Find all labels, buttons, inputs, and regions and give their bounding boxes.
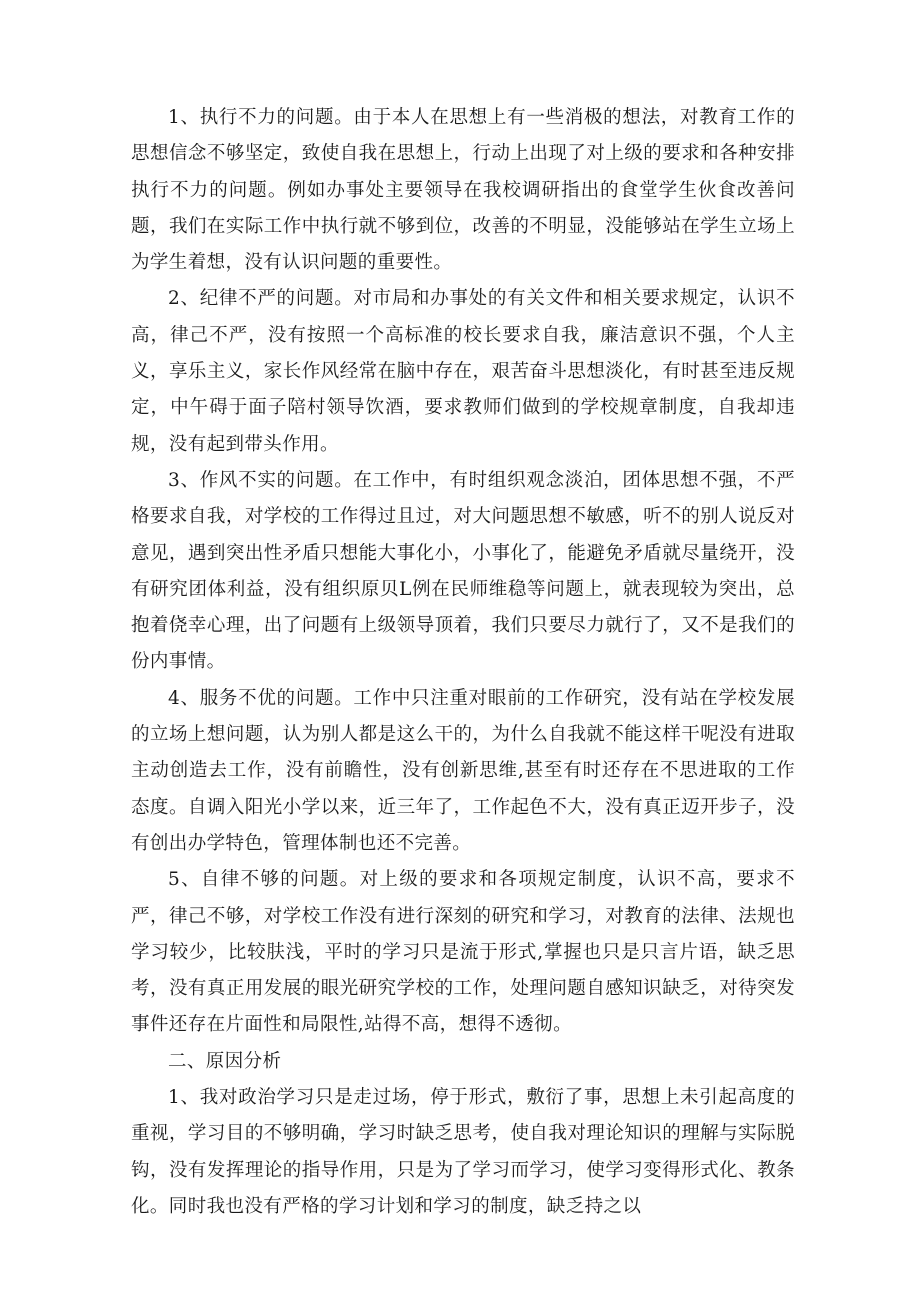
paragraph-problem-1: 1、执行不力的问题。由于本人在思想上有一些消极的想法，对教育工作的思想信念不够坚定，致使自我在思想上，行动上出现了对上级的要求和各种安排执行不力的问题。例如办事处主要领导在我校调研指出的食堂学生伙食改善问题，我们在实际工作中执行就不够到位，改善的不明显，没能够站在学生立场上为学生着想，没有认识问题的重要性。 — [131, 107, 795, 274]
paragraph-problem-4: 4、服务不优的问题。工作中只注重对眼前的工作研究，没有站在学校发展的立场上想问题，认为别人都是这么干的，为什么自我就不能这样干呢没有进取主动创造去工作，没有前瞻性，没有创新思维,甚至有时还存在不思进取的工作态度。自调入阳光小学以来，近三年了，工作起色不大，没有真正迈开步子，没有创出办学特色，管理体制也还不完善。 — [131, 687, 795, 854]
paragraph-problem-2: 2、纪律不严的问题。对市局和办事处的有关文件和相关要求规定，认识不高，律己不严，没有按照一个高标准的校长要求自我，廉洁意识不强，个人主义，享乐主义，家长作风经常在脑中存在，艰苦奋斗思想淡化，有时甚至违反规定，中午碍于面子陪村领导饮酒，要求教师们做到的学校规章制度，自我却违规，没有起到带头作用。 — [131, 288, 795, 455]
section-heading-cause-analysis: 二、原因分析 — [168, 1050, 282, 1072]
document-body — [131, 100, 795, 1225]
paragraph-problem-3: 3、作风不实的问题。在工作中，有时组织观念淡泊，团体思想不强，不严格要求自我，对学校的工作得过且过，对大问题思想不敏感，听不的别人说反对意见，遇到突出性矛盾只想能大事化小，小事化了，能避免矛盾就尽量绕开，没有研究团体利益，没有组织原贝L例在民师维稳等问题上，就表现较为突出，总抱着侥幸心理，出了问题有上级领导顶着，我们只要尽力就行了，又不是我们的份内事情。 — [131, 469, 795, 673]
paragraph-problem-5: 5、自律不够的问题。对上级的要求和各项规定制度，认识不高，要求不严，律己不够，对学校工作没有进行深刻的研究和学习，对教育的法律、法规也学习较少，比较肤浅，平时的学习只是流于形式,掌握也只是只言片语，缺乏思考，没有真正用发展的眼光研究学校的工作，处理问题自感知识缺乏，对待突发事件还存在片面性和局限性,站得不高，想得不透彻。 — [131, 869, 795, 1036]
paragraph-cause-1: 1、我对政治学习只是走过场，停于形式，敷衍了事，思想上未引起高度的重视，学习目的不够明确，学习时缺乏思考，使自我对理论知识的理解与实际脱钩，没有发挥理论的指导作用，只是为了学习而学习，使学习变得形式化、教条化。同时我也没有严格的学习计划和学习的制度，缺乏持之以 — [131, 1087, 795, 1217]
